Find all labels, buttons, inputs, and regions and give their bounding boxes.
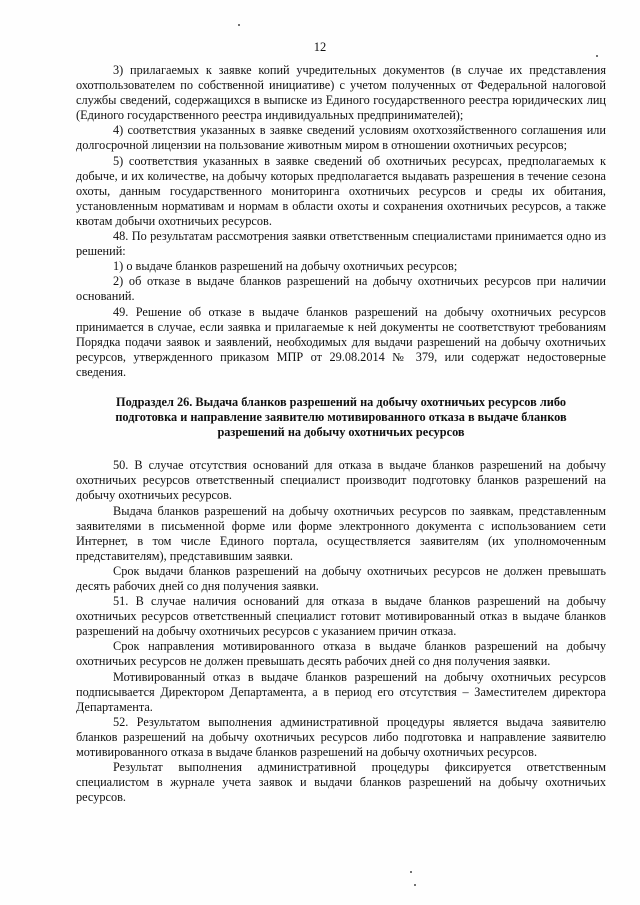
paragraph-50: 50. В случае отсутствия оснований для отказа в выдаче бланков разрешений на добычу охотничьих ресурсов ответственный специалист производит подготовку бланков разрешений на добычу охотничьих ресурсов. (76, 458, 606, 503)
paragraph-refusal-deadline: Срок направления мотивированного отказа в выдаче бланков разрешений на добычу охотничьих ресурсов не должен превышать десять рабочих дней со дня получения заявки. (76, 639, 606, 669)
paragraph-item-4: 4) соответствия указанных в заявке сведений условиям охотхозяйственного соглашения или долгосрочной лицензии на пользование животным миром в отношении охотничьих ресурсов; (76, 123, 606, 153)
document-body (76, 63, 606, 805)
paragraph-49: 49. Решение об отказе в выдаче бланков разрешений на добычу охотничьих ресурсов принимается в случае, если заявка и прилагаемые к ней документы не соответствуют требованиям Порядка подачи заявок и заявлений, необходимых для выдачи разрешений на добычу охотничьих ресурсов, утвержденного приказом МПР от 29.08.2014 № 379, или содержат недостоверные сведения. (76, 304, 606, 379)
spacer (76, 380, 606, 395)
scan-speck (596, 55, 598, 57)
paragraph-refusal-signing: Мотивированный отказ в выдаче бланков разрешений на добычу охотничьих ресурсов подписывается Директором Департамента, а в период его отсутствия – Заместителем директора Департамента. (76, 669, 606, 714)
paragraph-51: 51. В случае наличия оснований для отказа в выдаче бланков разрешений на добычу охотничьих ресурсов ответственный специалист готовит мотивированный отказ в выдаче бланков разрешений на добычу охотничьих ресурсов с указанием причин отказа. (76, 594, 606, 639)
paragraph-issuance-deadline: Срок выдачи бланков разрешений на добычу охотничьих ресурсов не должен превышать десять рабочих дней со дня получения заявки. (76, 563, 606, 593)
paragraph-item-3: 3) прилагаемых к заявке копий учредительных документов (в случае их представления охотпользователем по собственной инициативе) с учетом полученных от Федеральной налоговой службы сведений, содержащихся в выписке из Единого государственного реестра юридических лиц (Единого государственного реестра индивидуальных предпринимателей); (76, 63, 606, 123)
spacer (76, 440, 606, 458)
paragraph-result-recording: Результат выполнения административной процедуры фиксируется ответственным специалистом в журнале учета заявок и выдачи бланков разрешений на добычу охотничьих ресурсов. (76, 760, 606, 805)
paragraph-52: 52. Результатом выполнения административной процедуры является выдача заявителю бланков разрешений на добычу охотничьих ресурсов либо подготовка и направление заявителю мотивированного отказа в выдаче бланков разрешений на добычу охотничьих ресурсов. (76, 714, 606, 760)
page-number: 12 (313, 40, 327, 54)
paragraph-48-option-2: 2) об отказе в выдаче бланков разрешений на добычу охотничьих ресурсов при наличии оснований. (76, 274, 606, 304)
section-heading: Подраздел 26. Выдача бланков разрешений на добычу охотничьих ресурсов либо подготовка и направление заявителю мотивированного отказа в выдаче бланков разрешений на добычу охотничьих ресурсов (115, 394, 567, 440)
paragraph-48-option-1: 1) о выдаче бланков разрешений на добычу охотничьих ресурсов; (113, 259, 458, 274)
paragraph-issuance: Выдача бланков разрешений на добычу охотничьих ресурсов по заявкам, представленным заявителями в письменной форме или форме электронного документа с использованием сети Интернет, в том числе Единого портала, осуществляется заявителям (их уполномоченным представителям), представившим заявки. (76, 503, 606, 563)
paragraph-48: 48. По результатам рассмотрения заявки ответственным специалистами принимается одно из решений: (76, 229, 606, 259)
paragraph-item-5: 5) соответствия указанных в заявке сведений об охотничьих ресурсах, предполагаемых к добыче, и их количестве, на добычу которых предполагается выдавать разрешения в течение сезона охоты, данным государственного мониторинга охотничьих ресурсов и среды их обитания, установленным нормативам и нормам в области охоты и сохранения охотничьих ресурсов, а также квотам добычи охотничьих ресурсов. (76, 153, 606, 228)
scan-speck (238, 24, 240, 26)
scan-speck (410, 871, 412, 873)
scan-speck (414, 884, 416, 886)
